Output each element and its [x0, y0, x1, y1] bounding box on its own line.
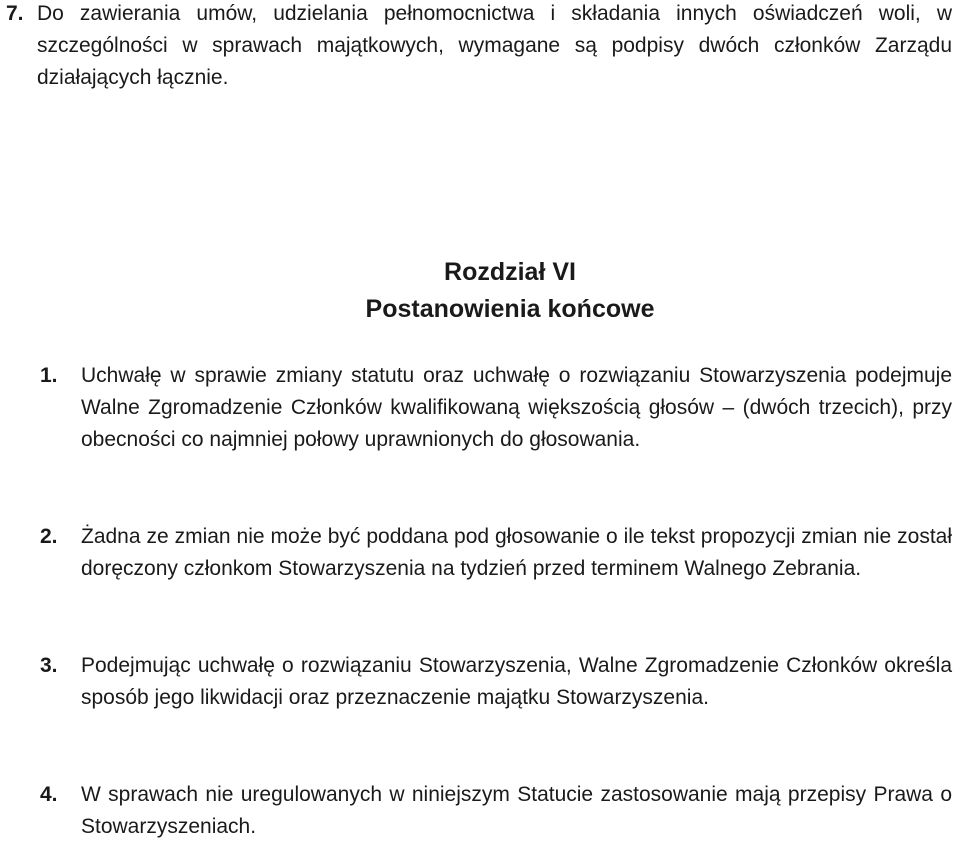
- paragraph-number: 7.: [6, 2, 24, 25]
- paragraph-number: 1.: [40, 364, 58, 387]
- paragraph-text: Żadna ze zmian nie może być poddana pod głosowanie o ile tekst propozycji zmian nie został doręczony członkom Stowarzyszenia na tydzień przed terminem Walnego Zebrania.: [81, 525, 952, 580]
- paragraph-text: Do zawierania umów, udzielania pełnomocnictwa i składania innych oświadczeń woli, w szczególności w sprawach majątkowych, wymagane są podpisy dwóch członków Zarządu działających łącznie.: [37, 2, 952, 89]
- paragraph-1: [0, 360, 952, 456]
- paragraph-3: [0, 650, 952, 714]
- paragraph-text: W sprawach nie uregulowanych w niniejszym Statucie zastosowanie mają przepisy Prawa o Stowarzyszeniach.: [81, 783, 952, 838]
- paragraph-7: [0, 0, 952, 94]
- paragraph-number: 2.: [40, 525, 58, 548]
- paragraph-text: Uchwałę w sprawie zmiany statutu oraz uchwałę o rozwiązaniu Stowarzyszenia podejmuje Walne Zgromadzenie Członków kwalifikowaną większością głosów – (dwóch trzecich), przy obecności co najmniej połowy uprawnionych do głosowania.: [81, 364, 952, 451]
- paragraph-number: 3.: [40, 654, 58, 677]
- paragraph-4: [0, 779, 952, 843]
- paragraph-text: Podejmując uchwałę o rozwiązaniu Stowarzyszenia, Walne Zgromadzenie Członków określa sposób jego likwidacji oraz przeznaczenie majątku Stowarzyszenia.: [81, 654, 952, 709]
- chapter-title: Rozdział VI: [444, 258, 576, 286]
- paragraph-2: [0, 521, 952, 585]
- chapter-subtitle: Postanowienia końcowe: [365, 295, 655, 323]
- paragraph-number: 4.: [40, 783, 58, 806]
